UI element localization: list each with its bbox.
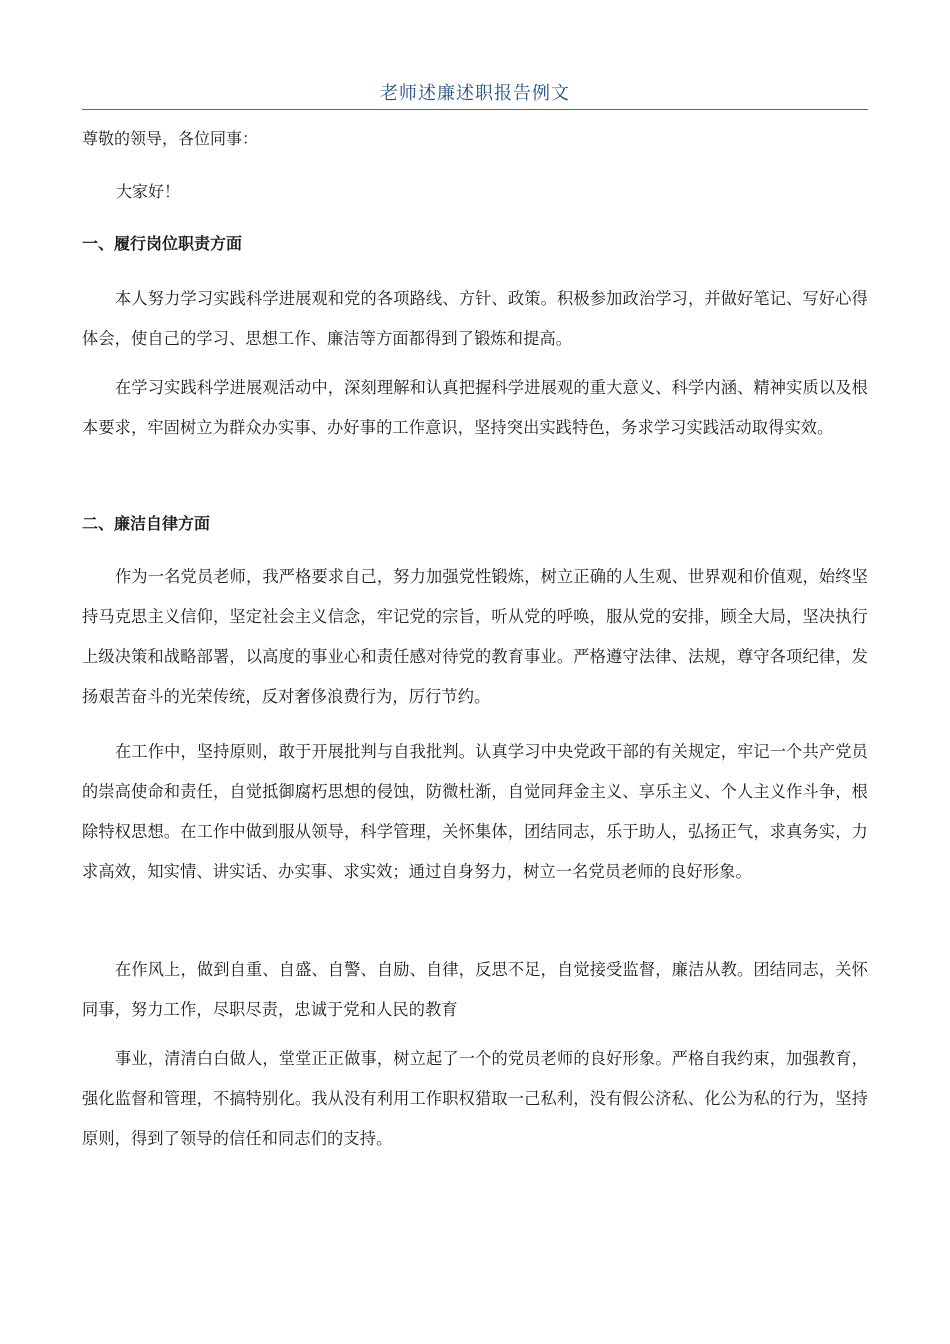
- paragraph: 本人努力学习实践科学进展观和党的各项路线、方针、政策。积极参加政治学习，并做好笔记、写好心得体会，使自己的学习、思想工作、廉洁等方面都得到了锻炼和提高。: [82, 289, 868, 348]
- page-header: [82, 82, 868, 110]
- section-heading-integrity: 二、廉洁自律方面: [82, 514, 211, 533]
- document-title: 老师述廉述职报告例文: [380, 83, 570, 104]
- paragraph: 在工作中，坚持原则，敢于开展批判与自我批判。认真学习中央党政干部的有关规定，牢记一个共产党员的崇高使命和责任，自觉抵御腐朽思想的侵蚀，防微杜渐，自觉同拜金主义、享乐主义、个人主义作斗争，根除特权思想。在工作中做到服从领导，科学管理，关怀集体，团结同志，乐于助人，弘扬正气，求真务实，力求高效，知实情、讲实话、办实事、求实效；通过自身努力，树立一名党员老师的良好形象。: [82, 742, 868, 881]
- paragraph: 事业，清清白白做人，堂堂正正做事，树立起了一个的党员老师的良好形象。严格自我约束，加强教育，强化监督和管理，不搞特别化。我从没有利用工作职权猎取一己私利，没有假公济私、化公为私的行为，坚持原则，得到了领导的信任和同志们的支持。: [82, 1049, 868, 1148]
- salutation: 尊敬的领导，各位同事：: [82, 129, 259, 148]
- section-heading-duties: 一、履行岗位职责方面: [82, 234, 243, 253]
- paragraph: 在学习实践科学进展观活动中，深刻理解和认真把握科学进展观的重大意义、科学内涵、精神实质以及根本要求，牢固树立为群众办实事、办好事的工作意识，坚持突出实践特色，务求学习实践活动取得实效。: [82, 378, 868, 437]
- paragraph: 在作风上，做到自重、自盛、自警、自励、自律，反思不足，自觉接受监督，廉洁从教。团结同志，关怀同事，努力工作，尽职尽责，忠诚于党和人民的教育: [82, 960, 868, 1019]
- paragraph: 作为一名党员老师，我严格要求自己，努力加强党性锻炼，树立正确的人生观、世界观和价值观，始终坚持马克思主义信仰，坚定社会主义信念，牢记党的宗旨，听从党的呼唤，服从党的安排，顾全大局，坚决执行上级决策和战略部署，以高度的事业心和责任感对待党的教育事业。严格遵守法律、法规，尊守各项纪律，发扬艰苦奋斗的光荣传统，反对奢侈浪费行为，厉行节约。: [82, 567, 868, 706]
- greeting: 大家好！: [116, 182, 181, 201]
